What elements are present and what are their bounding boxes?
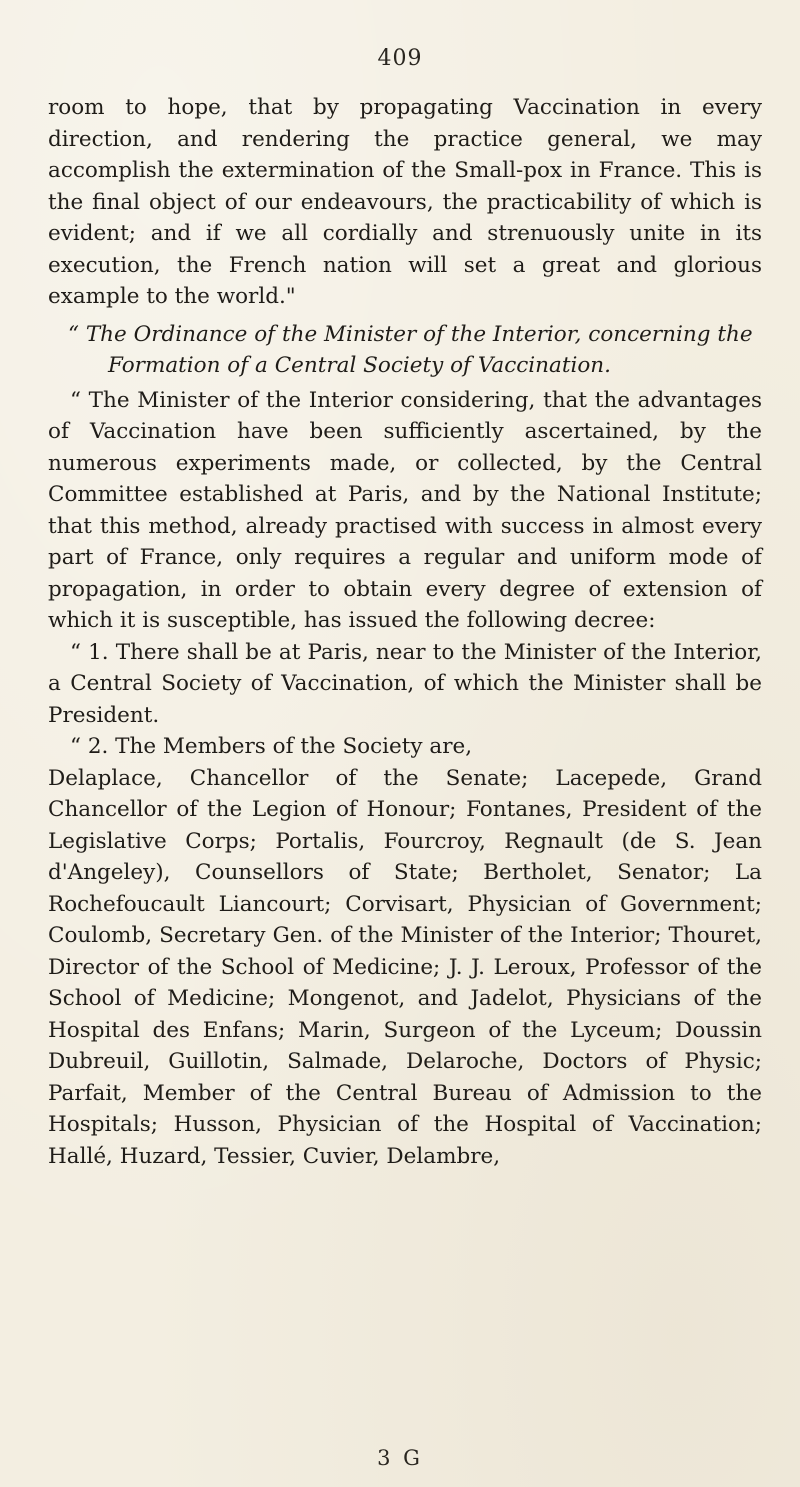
article-1: “ 1. There shall be at Paris, near to the Minister of the Interior, a Central Society of Vaccination, of which the Minister shall be President. bbox=[48, 639, 762, 728]
page-body bbox=[48, 92, 762, 1172]
article-2-intro: “ 2. The Members of the Society are, bbox=[70, 734, 473, 759]
signature-mark: 3 G bbox=[377, 1446, 423, 1470]
ordinance-heading bbox=[48, 319, 762, 381]
page-number: 409 bbox=[377, 46, 423, 71]
ordinance-heading-line2: Formation of a Central Society of Vaccination. bbox=[108, 352, 611, 378]
ordinance-heading-line1: “ The Ordinance of the Minister of the Interior, concerning the bbox=[68, 321, 753, 347]
minister-paragraph: “ The Minister of the Interior considering, that the advantages of Vaccination have been sufficiently ascertained, by the numerous experiments made, or collected, by the Central Committee established at Paris, and by the National Institute; that this method, already practised with success in almost every part of France, only requires a regular and uniform mode of propagation, in order to obtain every degree of extension of which it is susceptible, has issued the following decree: bbox=[48, 387, 762, 633]
continued-paragraph: room to hope, that by propagating Vaccination in every direction, and rendering the practice general, we may accomplish the extermination of the Small-pox in France. This is the final object of our endeavours, the practicability of which is evident; and if we all cordially and strenuously unite in its execution, the French nation will set a great and glorious example to the world." bbox=[48, 95, 762, 309]
members-list: Delaplace, Chancellor of the Senate; Lacepede, Grand Chancellor of the Legion of Honour; Fontanes, President of the Legislative Corps; Portalis, Fourcroy, Regnault (de S. Jean d'Angeley), Counsellors of State; Bertholet, Senator; La Rochefoucault Liancourt; Corvisart, Physician of Government; Coulomb, Secretary Gen. of the Minister of the Interior; Thouret, Director of the School of Medicine; J. J. Leroux, Professor of the School of Medicine; Mongenot, and Jadelot, Physicians of the Hospital des Enfans; Marin, Surgeon of the Lyceum; Doussin Dubreuil, Guillotin, Salmade, Delaroche, Doctors of Physic; Parfait, Member of the Central Bureau of Admission to the Hospitals; Husson, Physician of the Hospital of Vaccination; Hallé, Huzard, Tessier, Cuvier, Delambre, bbox=[48, 765, 762, 1169]
